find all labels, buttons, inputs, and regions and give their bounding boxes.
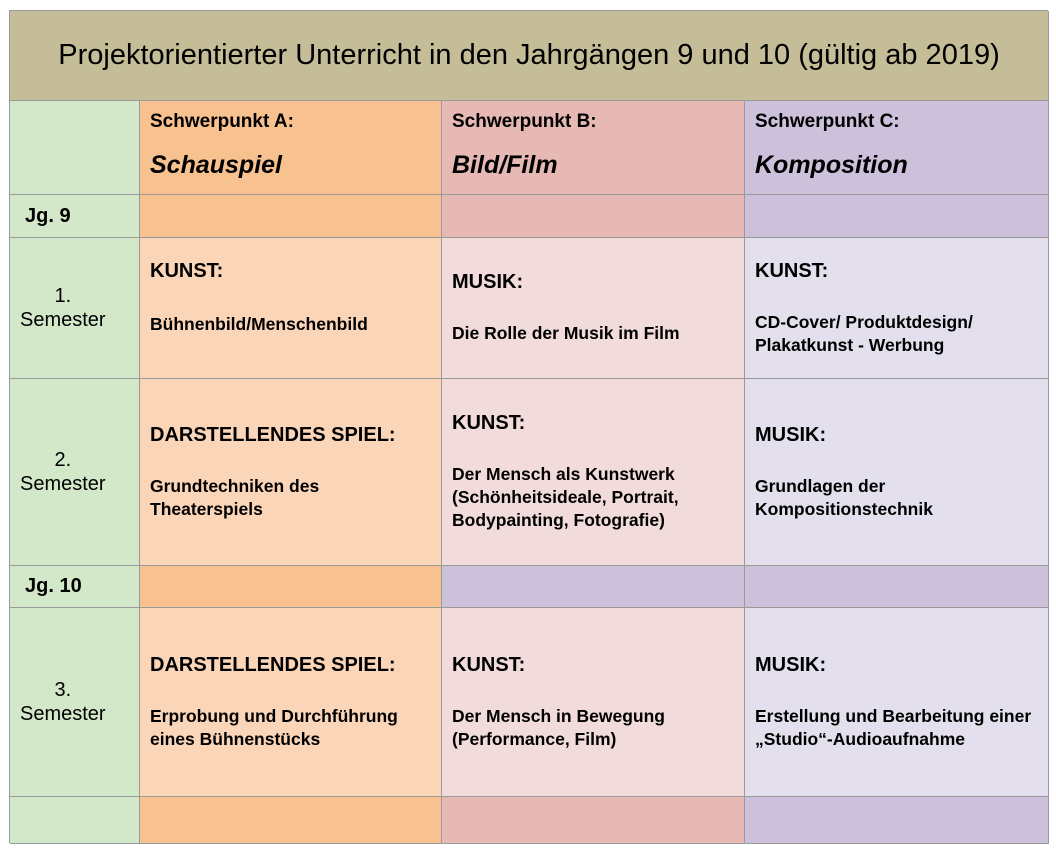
year-band-cell: [745, 195, 1049, 238]
course-cell: [140, 608, 442, 797]
course-subject: MUSIK:: [452, 271, 524, 293]
course-subject: KUNST:: [755, 259, 829, 282]
year-band-cell: [442, 566, 745, 608]
course-topic: Erstellung und Bearbeitung einer „Studio“-Audioaufnahme: [755, 705, 1032, 749]
table-title: Projektorientierter Unterricht in den Jahrgängen 9 und 10 (gültig ab 2019): [10, 11, 1049, 101]
course-topic: Der Mensch in Bewegung (Performance, Film): [452, 705, 665, 749]
course-cell: [442, 608, 745, 797]
course-topic: Grundlagen der Kompositionstechnik: [755, 475, 933, 519]
semester-number: 2.: [54, 449, 72, 471]
course-cell: [745, 379, 1049, 566]
semester-number: 1.: [54, 285, 72, 307]
curriculum-table: [9, 10, 1048, 843]
year-band-cell: [140, 195, 442, 238]
course-cell: [442, 379, 745, 566]
footer-band-cell: [10, 797, 140, 844]
column-label-c: Schwerpunkt C:: [755, 111, 900, 132]
course-subject: DARSTELLENDES SPIEL:: [150, 423, 396, 446]
course-topic: CD-Cover/ Produktdesign/ Plakatkunst - Werbung: [755, 311, 973, 355]
column-header-c: [745, 101, 1049, 195]
course-cell: [442, 238, 745, 379]
column-name-a: Schauspiel: [150, 151, 282, 179]
year-label-jg9: Jg. 9: [10, 195, 140, 238]
course-subject: MUSIK:: [755, 423, 827, 446]
course-cell: [745, 608, 1049, 797]
column-label-b: Schwerpunkt B:: [452, 111, 597, 132]
semester-number: 3.: [54, 679, 72, 701]
course-topic: Bühnenbild/Menschenbild: [150, 314, 368, 334]
semester-label-1: [10, 238, 140, 379]
semester-label-3: [10, 608, 140, 797]
year-band-cell: [442, 195, 745, 238]
year-band-cell: [140, 566, 442, 608]
semester-word: Semester: [20, 309, 106, 331]
footer-band-cell: [442, 797, 745, 844]
course-subject: DARSTELLENDES SPIEL:: [150, 653, 396, 676]
footer-band-cell: [140, 797, 442, 844]
footer-band-cell: [745, 797, 1049, 844]
course-topic: Erprobung und Durchführung eines Bühnenstücks: [150, 705, 398, 749]
semester-word: Semester: [20, 703, 106, 725]
course-cell: [140, 379, 442, 566]
course-subject: KUNST:: [150, 260, 224, 282]
semester-label-2: [10, 379, 140, 566]
header-corner: [10, 101, 140, 195]
course-topic: Die Rolle der Musik im Film: [452, 323, 680, 343]
column-label-a: Schwerpunkt A:: [150, 111, 294, 132]
course-subject: MUSIK:: [755, 653, 827, 676]
course-topic: Der Mensch als Kunstwerk (Schönheitsideale, Portrait, Bodypainting, Fotografie): [452, 464, 679, 530]
course-cell: [140, 238, 442, 379]
column-name-c: Komposition: [755, 151, 908, 179]
course-subject: KUNST:: [452, 653, 526, 676]
course-subject: KUNST:: [452, 412, 526, 434]
column-name-b: Bild/Film: [452, 151, 558, 179]
column-header-b: [442, 101, 745, 195]
year-label-jg10: Jg. 10: [10, 566, 140, 608]
year-band-cell: [745, 566, 1049, 608]
course-topic: Grundtechniken des Theaterspiels: [150, 475, 320, 519]
course-cell: [745, 238, 1049, 379]
semester-word: Semester: [20, 473, 106, 495]
column-header-a: [140, 101, 442, 195]
